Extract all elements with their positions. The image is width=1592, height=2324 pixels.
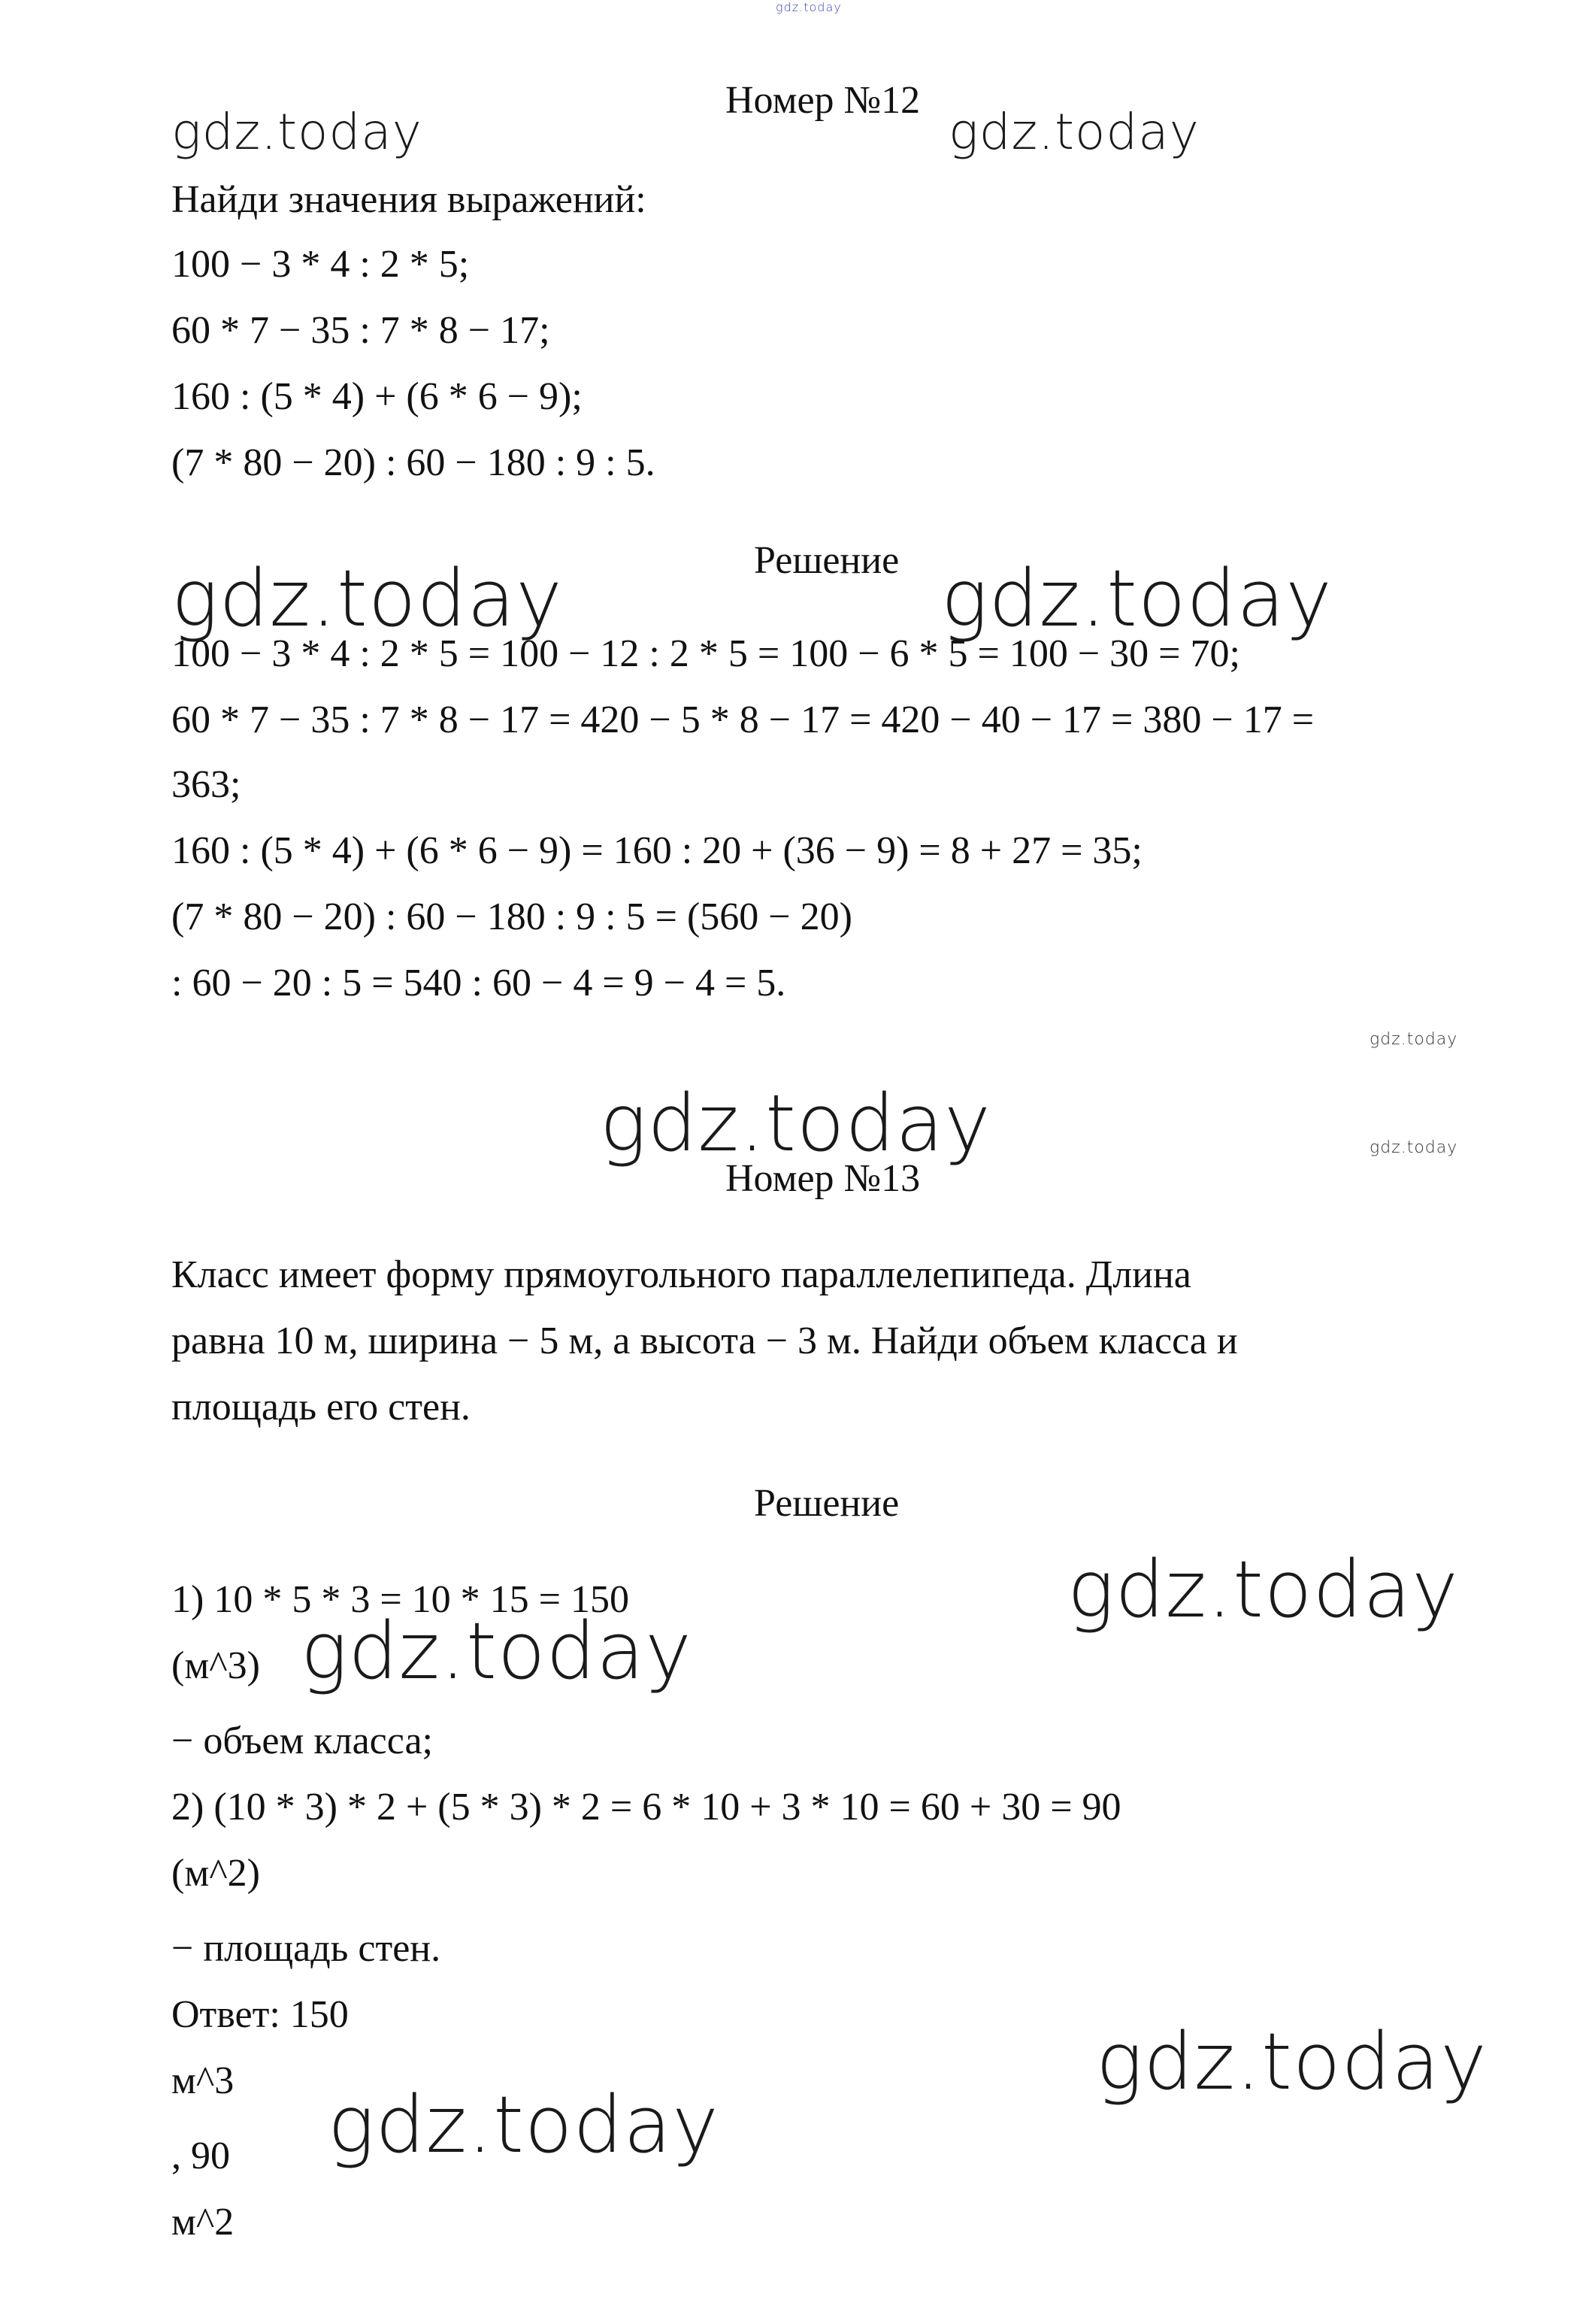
solution-line: 363; [171, 763, 241, 806]
watermark-small: gdz.today [1370, 1030, 1458, 1049]
solution-line: − объем класса; [171, 1720, 433, 1762]
problem-13-prompt-line: Класс имеет форму прямоугольного параллелепипеда. Длина [171, 1253, 1191, 1296]
solution-line: (7 * 80 − 20) : 60 − 180 : 9 : 5 = (560 − 20) [171, 895, 852, 938]
watermark: gdz.today [949, 103, 1200, 161]
watermark-top: gdz.today [776, 0, 842, 14]
solution-line: (м^3) [171, 1644, 260, 1687]
solution-line: (м^2) [171, 1852, 260, 1895]
solution-heading: Решение [754, 1482, 900, 1525]
expression: 160 : (5 * 4) + (6 * 6 − 9); [171, 375, 583, 418]
solution-line: 100 − 3 * 4 : 2 * 5 = 100 − 12 : 2 * 5 = 100 − 6 * 5 = 100 − 30 = 70; [171, 632, 1240, 675]
answer-line: Ответ: 150 [171, 1993, 349, 2036]
problem-13-prompt-line: площадь его стен. [171, 1386, 471, 1429]
watermark: gdz.today [328, 2079, 719, 2171]
watermark: gdz.today [301, 1605, 692, 1697]
expression: (7 * 80 − 20) : 60 − 180 : 9 : 5. [171, 441, 655, 484]
watermark: gdz.today [600, 1077, 991, 1169]
solution-line: 2) (10 * 3) * 2 + (5 * 3) * 2 = 6 * 10 + 3 * 10 = 60 + 30 = 90 [171, 1786, 1121, 1829]
watermark-small: gdz.today [1370, 1138, 1458, 1157]
solution-line: − площадь стен. [171, 1927, 441, 1970]
problem-13-title: Номер №13 [725, 1157, 921, 1200]
problem-12-prompt: Найди значения выражений: [171, 178, 646, 221]
expression: 60 * 7 − 35 : 7 * 8 − 17; [171, 309, 550, 352]
solution-heading: Решение [754, 539, 900, 582]
solution-line: 60 * 7 − 35 : 7 * 8 − 17 = 420 − 5 * 8 − 17 = 420 − 40 − 17 = 380 − 17 = [171, 698, 1315, 741]
solution-line: : 60 − 20 : 5 = 540 : 60 − 4 = 9 − 4 = 5. [171, 962, 786, 1004]
watermark: gdz.today [171, 103, 422, 161]
watermark: gdz.today [171, 553, 563, 644]
problem-12-title: Номер №12 [725, 79, 921, 122]
solution-line: 1) 10 * 5 * 3 = 10 * 15 = 150 [171, 1578, 629, 1621]
problem-13-prompt-line: равна 10 м, ширина − 5 м, а высота − 3 м. Найди объем класса и [171, 1320, 1238, 1362]
answer-line: м^3 [171, 2059, 235, 2102]
watermark: gdz.today [1096, 2016, 1488, 2107]
expression: 100 − 3 * 4 : 2 * 5; [171, 243, 470, 286]
answer-line: , 90 [171, 2135, 230, 2177]
solution-line: 160 : (5 * 4) + (6 * 6 − 9) = 160 : 20 + (36 − 9) = 8 + 27 = 35; [171, 829, 1143, 872]
watermark: gdz.today [941, 553, 1333, 644]
answer-line: м^2 [171, 2201, 235, 2244]
watermark: gdz.today [1067, 1544, 1459, 1635]
